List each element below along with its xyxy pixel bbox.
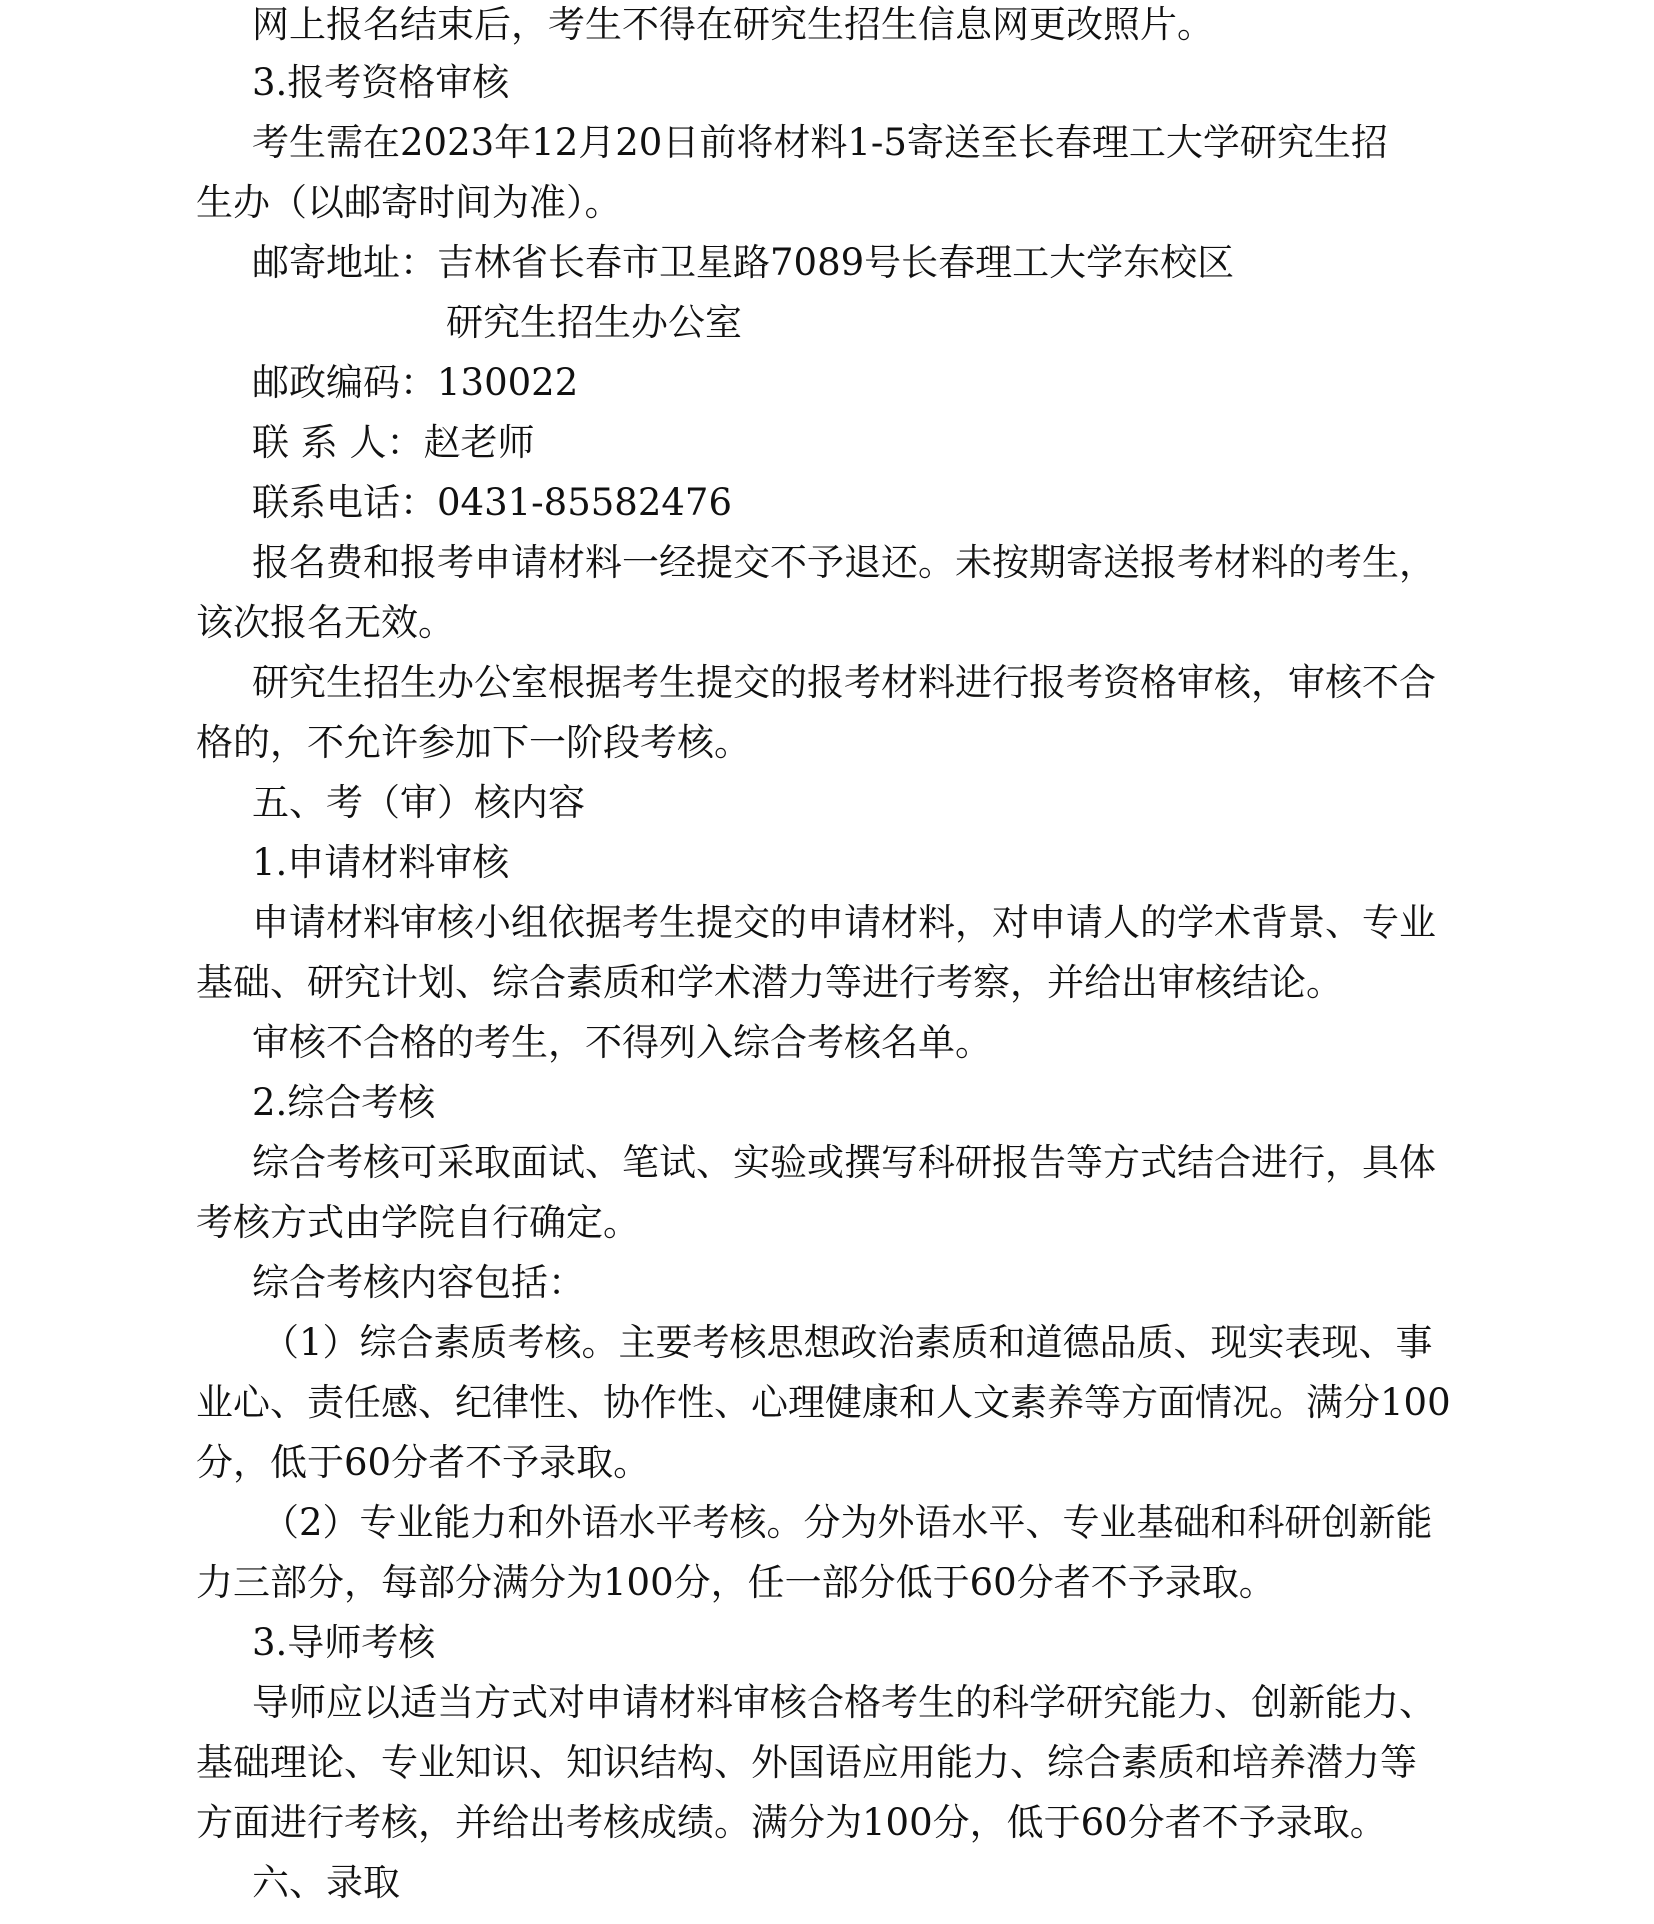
text-line: 分，低于60分者不予录取。 xyxy=(196,1441,651,1484)
text-line: 方面进行考核，并给出考核成绩。满分为100分，低于60分者不予录取。 xyxy=(196,1801,1387,1844)
text-line: 审核不合格的考生，不得列入综合考核名单。 xyxy=(252,1021,992,1064)
mailing-address: 邮寄地址：吉林省长春市卫星路7089号长春理工大学东校区 xyxy=(252,241,1235,284)
postal-code: 邮政编码：130022 xyxy=(252,361,579,404)
list-item: （2）专业能力和外语水平考核。分为外语水平、专业基础和科研创新能 xyxy=(262,1501,1433,1544)
mailing-address-cont: 研究生招生办公室 xyxy=(446,301,742,344)
text-line: 力三部分，每部分满分为100分，任一部分低于60分者不予录取。 xyxy=(196,1561,1276,1604)
text-line: 考生需在2023年12月20日前将材料1-5寄送至长春理工大学研究生招 xyxy=(252,121,1388,164)
text-line: 生办（以邮寄时间为准）。 xyxy=(196,181,622,224)
section-heading: 2.综合考核 xyxy=(252,1081,436,1124)
text-line: 基础理论、专业知识、知识结构、外国语应用能力、综合素质和培养潜力等 xyxy=(196,1741,1417,1784)
text-line: 综合考核可采取面试、笔试、实验或撰写科研报告等方式结合进行，具体 xyxy=(252,1141,1436,1184)
text-line: 基础、研究计划、综合素质和学术潜力等进行考察，并给出审核结论。 xyxy=(196,961,1343,1004)
list-item: （1）综合素质考核。主要考核思想政治素质和道德品质、现实表现、事 xyxy=(262,1321,1433,1364)
text-line: 网上报名结束后，考生不得在研究生招生信息网更改照片。 xyxy=(252,3,1214,46)
text-line: 报名费和报考申请材料一经提交不予退还。未按期寄送报考材料的考生， xyxy=(252,541,1436,584)
text-line: 综合考核内容包括： xyxy=(252,1261,585,1304)
contact-person: 联 系 人：赵老师 xyxy=(252,421,535,464)
text-line: 研究生招生办公室根据考生提交的报考材料进行报考资格审核，审核不合 xyxy=(252,661,1436,704)
text-line: 考核方式由学院自行确定。 xyxy=(196,1201,640,1244)
text-line: 该次报名无效。 xyxy=(196,601,455,644)
contact-phone: 联系电话：0431-85582476 xyxy=(252,481,732,524)
text-line: 申请材料审核小组依据考生提交的申请材料，对申请人的学术背景、专业 xyxy=(252,901,1436,944)
section-heading: 1.申请材料审核 xyxy=(252,841,510,884)
section-heading: 五、考（审）核内容 xyxy=(252,781,585,824)
text-line: 业心、责任感、纪律性、协作性、心理健康和人文素养等方面情况。满分100 xyxy=(196,1381,1451,1424)
section-heading: 3.报考资格审核 xyxy=(252,61,510,104)
text-line: 格的，不允许参加下一阶段考核。 xyxy=(196,721,751,764)
text-line: 导师应以适当方式对申请材料审核合格考生的科学研究能力、创新能力、 xyxy=(252,1681,1436,1724)
section-heading: 六、录取 xyxy=(252,1861,400,1904)
section-heading: 3.导师考核 xyxy=(252,1621,436,1664)
